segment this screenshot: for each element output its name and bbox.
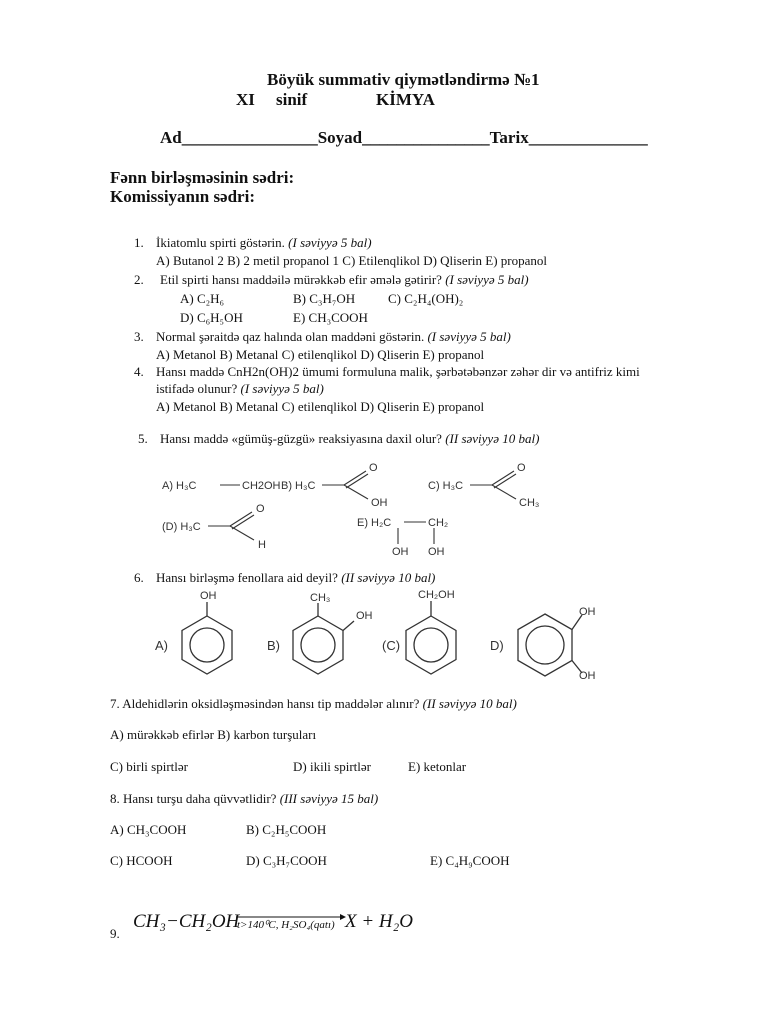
q2-number: 2.	[134, 272, 144, 287]
q2-text: Etil spirti hansı maddəilə mürəkkəb efir əmələ gətirir?	[160, 272, 442, 287]
q2-option-d: D) C₆H₅OH	[180, 310, 243, 325]
q5-e-oh1: OH	[392, 546, 409, 558]
q4-level: (I səviyyə 5 bal)	[240, 381, 324, 396]
q6-b-oh: OH	[356, 610, 373, 622]
class-label: XI	[236, 90, 255, 109]
q6-structures	[0, 585, 768, 685]
q8-option-d: D) C₃H₇COOH	[246, 853, 327, 868]
q8-option-b: B) C₂H₅COOH	[246, 822, 327, 837]
q6-a-oh: OH	[200, 590, 217, 602]
q9-rhs: X + H₂O	[345, 911, 413, 932]
q6-b-label: B)	[267, 638, 280, 653]
q5-level: (II səviyyə 10 bal)	[445, 431, 540, 446]
q4-number: 4.	[134, 364, 144, 379]
q4-text-line2: istifadə olunur?	[156, 381, 238, 396]
q4-options: A) Metanol B) Metanal C) etilenqlikol D) Qliserin E) propanol	[156, 399, 485, 414]
q7-level: (II səviyyə 10 bal)	[422, 696, 517, 711]
q5-number: 5.	[138, 431, 148, 446]
q7-option-d: D) ikili spirtlər	[293, 759, 371, 774]
q1-number: 1.	[134, 235, 144, 250]
q3-options: A) Metanol B) Metanal C) etilenqlikol D) Qliserin E) propanol	[156, 347, 485, 362]
q4-question-line2	[156, 381, 324, 397]
q6-d-oh2: OH	[579, 670, 596, 682]
q5-b-o: O	[369, 462, 378, 474]
q3-level: (I səviyyə 5 bal)	[427, 329, 511, 344]
q5-c-o: O	[517, 462, 526, 474]
q8-option-e: E) C₄H₉COOH	[430, 853, 510, 868]
q5-e-ch2: CH₂	[428, 517, 449, 529]
q5-e-oh2: OH	[428, 546, 445, 558]
q3-text: Normal şəraitdə qaz halında olan maddəni göstərin.	[156, 329, 425, 344]
sinif-label: sinif	[276, 90, 308, 109]
q5-e-label: E) H₂C	[357, 517, 392, 529]
q5-a-tail: CH2OH	[242, 480, 281, 492]
q7-option-e: E) ketonlar	[408, 759, 467, 774]
q9-condition: t>140⁰C, H₂SO₄(qatı)	[237, 919, 335, 931]
q2-option-a: A) C₂H₆	[180, 291, 225, 306]
q5-b-label: B) H₃C	[281, 480, 316, 492]
q5-d-o: O	[256, 503, 265, 515]
q5-a-label: A) H₃C	[162, 480, 197, 492]
q6-question	[156, 570, 435, 586]
q2-question	[160, 272, 529, 288]
q2-option-c: C) C₂H₄(OH)₂	[388, 291, 464, 306]
q5-c-label: C) H₃C	[428, 480, 464, 492]
q5-d-label: (D) H₃C	[162, 521, 201, 533]
chair-line-2: Komissiyanın sədri:	[110, 187, 255, 206]
q6-d-oh1: OH	[579, 606, 596, 618]
q1-level: (I səviyyə 5 bal)	[288, 235, 372, 250]
q4-text-line1: Hansı maddə CnH2n(OH)2 ümumi formuluna malik, şərbətəbənzər zəhər dir və antifriz kimi	[156, 364, 640, 379]
q8-option-a: A) CH₃COOH	[110, 822, 187, 837]
q6-c-ch2oh: CH₂OH	[418, 589, 455, 601]
q6-text: Hansı birləşmə fenollara aid deyil?	[156, 570, 338, 585]
q1-text: İkiatomlu spirti göstərin.	[156, 235, 285, 250]
chair-line-1: Fənn birləşməsinin sədri:	[110, 168, 295, 187]
q7-option-c: C) birli spirtlər	[110, 759, 188, 774]
q5-c-ch3: CH₃	[519, 497, 540, 509]
q6-number: 6.	[134, 570, 144, 585]
q8-option-c: C) HCOOH	[110, 853, 173, 868]
q5-b-oh: OH	[371, 497, 388, 509]
q8-text: 8. Hansı turşu daha qüvvətlidir?	[110, 791, 277, 806]
q5-structures	[0, 455, 768, 575]
subject-label: KİMYA	[376, 90, 435, 109]
q1-options: A) Butanol 2 B) 2 metil propanol 1 C) Etilenqlikol D) Qliserin E) propanol	[156, 253, 548, 268]
q6-d-label: D)	[490, 638, 504, 653]
q5-text: Hansı maddə «gümüş-güzgü» reaksiyasına daxil olur?	[160, 431, 442, 446]
q9-lhs: CH₃−CH₂OH	[133, 911, 240, 932]
q7-options-line1: A) mürəkkəb efirlər B) karbon turşuları	[110, 727, 317, 742]
q6-b-ch3: CH₃	[310, 592, 331, 604]
q5-d-h: H	[258, 539, 266, 551]
q8-question	[110, 791, 378, 807]
q3-question	[156, 329, 511, 345]
q1-question	[156, 235, 372, 251]
page-title: Böyük summativ qiymətləndirmə №1	[267, 70, 540, 89]
q2-option-b: B) C₃H₇OH	[293, 291, 356, 306]
q6-c-label: (C)	[382, 638, 401, 653]
q7-question	[110, 696, 517, 712]
q6-level: (II səviyyə 10 bal)	[341, 570, 436, 585]
q9-arrow	[236, 912, 346, 922]
q7-text: 7. Aldehidlərin oksidləşməsindən hansı tip maddələr alınır?	[110, 696, 420, 711]
q5-question	[160, 431, 539, 447]
q9-number: 9.	[110, 926, 120, 941]
q3-number: 3.	[134, 329, 144, 344]
q2-level: (I səviyyə 5 bal)	[445, 272, 529, 287]
q8-level: (III səviyyə 15 bal)	[279, 791, 379, 806]
q6-a-label: A)	[155, 638, 168, 653]
q2-option-e: E) CH₃COOH	[293, 310, 368, 325]
name-surname-date-line: Ad________________Soyad_______________Tarix______________	[160, 128, 648, 147]
